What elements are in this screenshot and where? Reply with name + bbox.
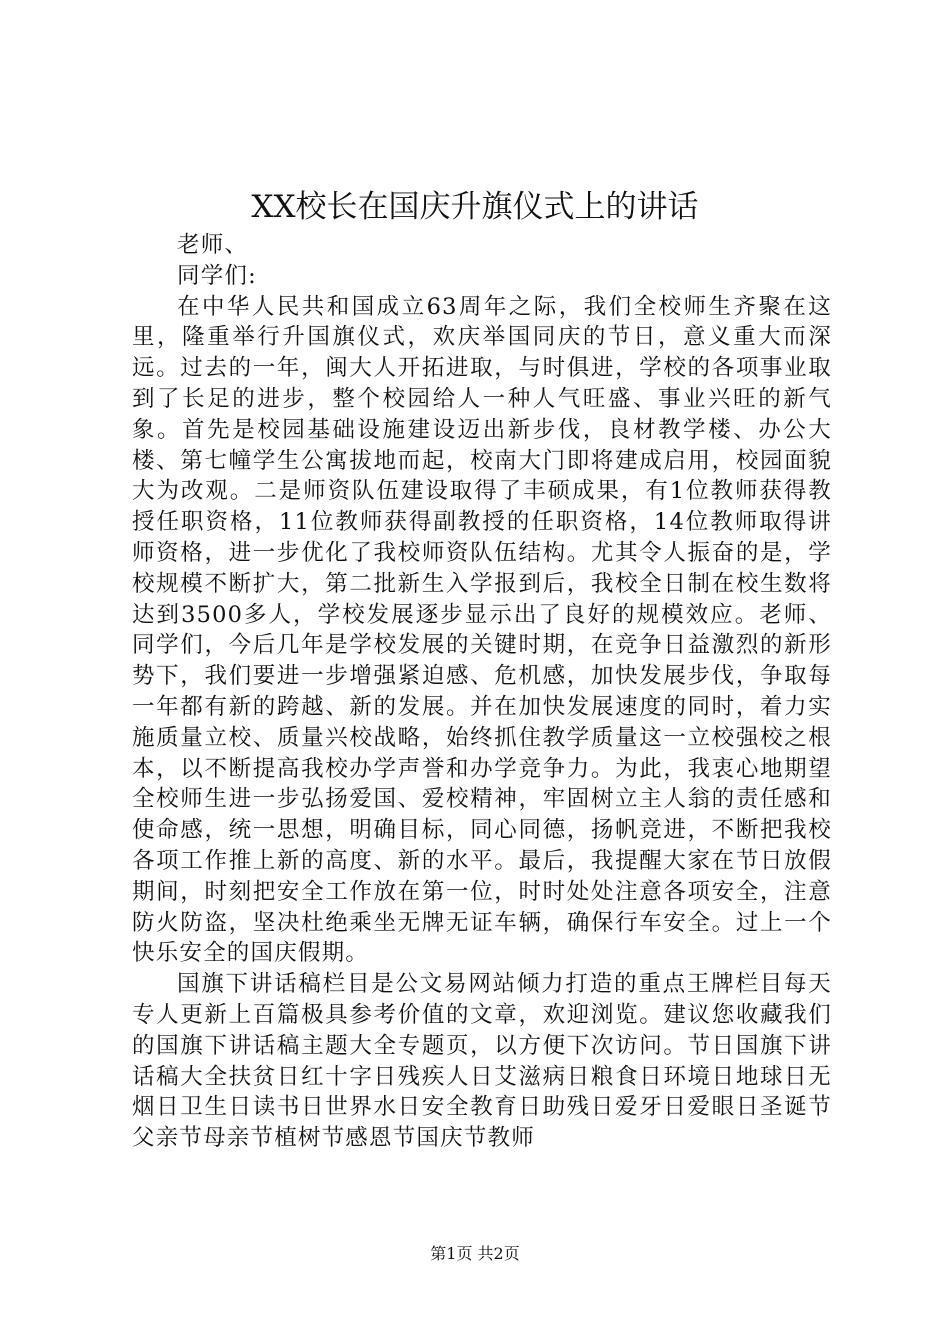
greeting-line-teachers: 老师、 — [177, 232, 249, 258]
greeting-line-students: 同学们: — [177, 262, 257, 289]
document-body — [132, 230, 832, 1154]
speech-paragraph: 在中华人民共和国成立63周年之际，我们全校师生齐聚在这里，隆重举行升国旗仪式，欢庆举国同庆的节日，意义重大而深远。过去的一年，闽大人开拓进取，与时俱进，学校的各项事业取到了长足的进步，整个校园给人一种人气旺盛、事业兴旺的新气象。首先是校园基础设施建设迈出新步伐，良材教学楼、办公大楼、第七幢学生公寓拔地而起，校南大门即将建成启用，校园面貌大为改观。二是师资队伍建设取得了丰硕成果，有1位教师获得教授任职资格，11位教师获得副教授的任职资格，14位教师取得讲师资格，进一步优化了我校师资队伍结构。尤其令人振奋的是，学校规模不断扩大，第二批新生入学报到后，我校全日制在校生数将达到3500多人，学校发展逐步显示出了良好的规模效应。老师、同学们，今后几年是学校发展的关键时期，在竞争日益激烈的新形势下，我们要进一步增强紧迫感、危机感，加快发展步伐，争取每一年都有新的跨越、新的发展。并在加快发展速度的同时，着力实施质量立校、质量兴校战略，始终抓住教学质量这一立校强校之根本，以不断提高我校办学声誉和办学竞争力。为此，我衷心地期望全校师生进一步弘扬爱国、爱校精神，牢固树立主人翁的责任感和使命感，统一思想，明确目标，同心同德，扬帆竞进，不断把我校各项工作推上新的高度、新的水平。最后，我提醒大家在节日放假期间，时刻把安全工作放在第一位，时时处处注意各项安全，注意防火防盗，坚决杜绝乘坐无牌无证车辆，确保行车安全。过上一个快乐安全的国庆假期。 — [132, 293, 832, 967]
page-number-footer: 第1页 共2页 — [430, 1244, 520, 1263]
column-promo-paragraph: 国旗下讲话稿栏目是公文易网站倾力打造的重点王牌栏目每天专人更新上百篇极具参考价值的文章，欢迎浏览。建议您收藏我们的国旗下讲话稿主题大全专题页，以方便下次访问。节日国旗下讲话稿大全扶贫日红十字日残疾人日艾滋病日粮食日环境日地球日无烟日卫生日读书日世界水日安全教育日助残日爱牙日爱眼日圣诞节父亲节母亲节植树节感恩节国庆节教师 — [132, 971, 832, 1152]
document-title: XX校长在国庆升旗仪式上的讲话 — [251, 189, 699, 225]
